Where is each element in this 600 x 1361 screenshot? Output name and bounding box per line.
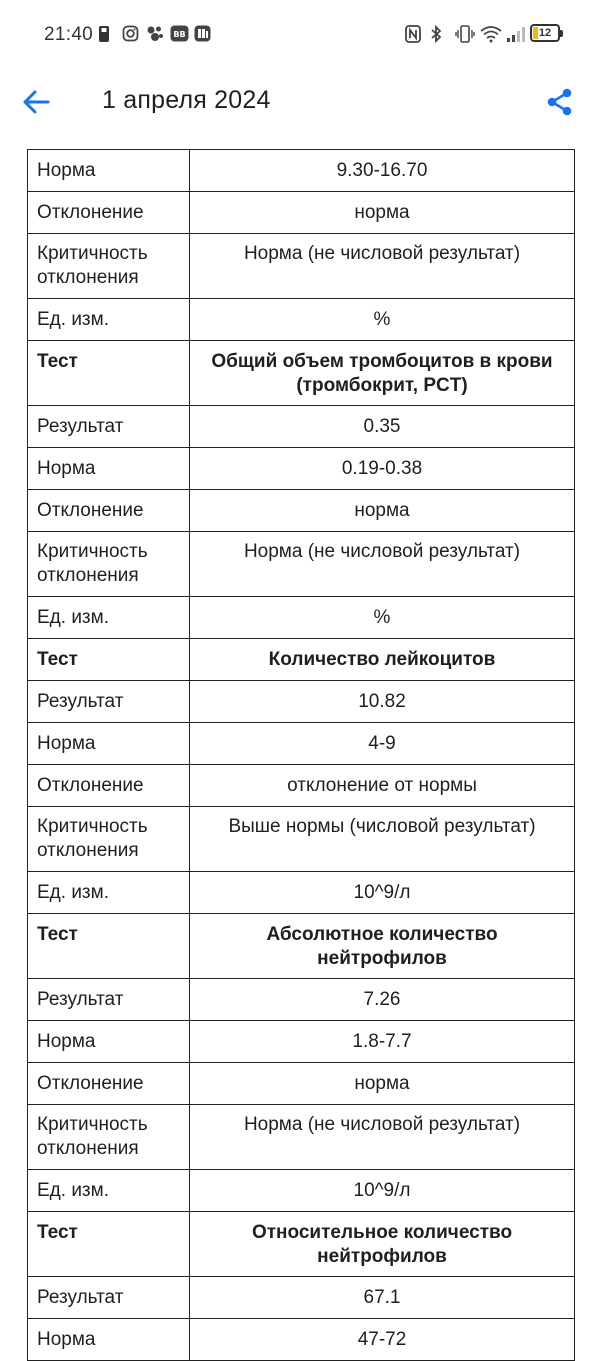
- app-icon: [146, 25, 163, 42]
- wifi-icon: [480, 25, 497, 42]
- results-table-container: [27, 149, 574, 1361]
- table-row: [28, 597, 575, 639]
- row-value: 1.8-7.7: [190, 1021, 575, 1063]
- wallet-icon: [194, 25, 211, 42]
- table-row: [28, 406, 575, 448]
- row-value: 4-9: [190, 723, 575, 765]
- results-table: [27, 149, 575, 1361]
- row-value: Норма (не числовой результат): [190, 532, 575, 597]
- signal-icon: [505, 25, 522, 42]
- table-row: [28, 1319, 575, 1361]
- row-label: Тест: [28, 341, 190, 406]
- row-label: Критичность отклонения: [28, 807, 190, 872]
- row-label: Ед. изм.: [28, 597, 190, 639]
- row-value: Общий объем тромбоцитов в крови (тромбокрит, PCT): [190, 341, 575, 406]
- row-label: Результат: [28, 1277, 190, 1319]
- status-time: 21:40: [44, 24, 94, 45]
- share-button[interactable]: [542, 84, 578, 120]
- row-value: 0.19-0.38: [190, 448, 575, 490]
- status-bar: [0, 0, 600, 72]
- row-label: Норма: [28, 1319, 190, 1361]
- row-label: Ед. изм.: [28, 299, 190, 341]
- row-value: норма: [190, 192, 575, 234]
- row-label: Отклонение: [28, 765, 190, 807]
- row-label: Тест: [28, 1212, 190, 1277]
- table-row: [28, 1105, 575, 1170]
- row-value: Выше нормы (числовой результат): [190, 807, 575, 872]
- table-row: [28, 1170, 575, 1212]
- row-label: Тест: [28, 639, 190, 681]
- table-row: [28, 723, 575, 765]
- row-label: Результат: [28, 406, 190, 448]
- bb-icon: [170, 25, 187, 42]
- row-label: Тест: [28, 914, 190, 979]
- test-header-row: [28, 341, 575, 406]
- row-value: отклонение от нормы: [190, 765, 575, 807]
- table-row: [28, 299, 575, 341]
- row-label: Отклонение: [28, 1063, 190, 1105]
- row-label: Норма: [28, 723, 190, 765]
- table-row: [28, 807, 575, 872]
- table-row: [28, 1021, 575, 1063]
- app-bar: [0, 72, 600, 132]
- row-value: Количество лейкоцитов: [190, 639, 575, 681]
- table-row: [28, 872, 575, 914]
- table-row: [28, 1063, 575, 1105]
- row-value: 47-72: [190, 1319, 575, 1361]
- row-label: Норма: [28, 448, 190, 490]
- share-icon: [545, 87, 575, 117]
- bluetooth-icon: [430, 25, 447, 42]
- row-value: 10.82: [190, 681, 575, 723]
- nfc-icon: [405, 25, 422, 42]
- row-label: Результат: [28, 681, 190, 723]
- row-value: 10^9/л: [190, 872, 575, 914]
- table-row: [28, 150, 575, 192]
- page-title: 1 апреля 2024: [102, 86, 271, 114]
- test-header-row: [28, 1212, 575, 1277]
- row-value: 9.30-16.70: [190, 150, 575, 192]
- table-row: [28, 490, 575, 532]
- table-row: [28, 765, 575, 807]
- arrow-back-icon: [21, 87, 51, 117]
- row-label: Отклонение: [28, 192, 190, 234]
- svg-text:BB: BB: [173, 30, 186, 39]
- back-button[interactable]: [18, 84, 54, 120]
- row-label: Критичность отклонения: [28, 1105, 190, 1170]
- table-row: [28, 979, 575, 1021]
- system-icons: [405, 24, 560, 42]
- battery-icon: [530, 24, 560, 42]
- row-label: Критичность отклонения: [28, 532, 190, 597]
- row-value: норма: [190, 490, 575, 532]
- row-label: Норма: [28, 150, 190, 192]
- row-value: Абсолютное количество нейтрофилов: [190, 914, 575, 979]
- test-header-row: [28, 639, 575, 681]
- row-value: 7.26: [190, 979, 575, 1021]
- row-label: Отклонение: [28, 490, 190, 532]
- row-value: Относительное количество нейтрофилов: [190, 1212, 575, 1277]
- instagram-icon: [122, 25, 139, 42]
- table-row: [28, 448, 575, 490]
- notification-icons: [98, 25, 211, 42]
- row-value: %: [190, 299, 575, 341]
- row-label: Норма: [28, 1021, 190, 1063]
- row-value: %: [190, 597, 575, 639]
- row-value: Норма (не числовой результат): [190, 234, 575, 299]
- vibrate-icon: [455, 25, 472, 42]
- table-row: [28, 532, 575, 597]
- row-label: Ед. изм.: [28, 1170, 190, 1212]
- row-value: 10^9/л: [190, 1170, 575, 1212]
- table-row: [28, 234, 575, 299]
- battery-level: 12: [538, 27, 552, 39]
- row-value: Норма (не числовой результат): [190, 1105, 575, 1170]
- results-table-body: [28, 150, 575, 1361]
- row-label: Ед. изм.: [28, 872, 190, 914]
- table-row: [28, 192, 575, 234]
- sim-icon: [98, 25, 115, 42]
- row-label: Результат: [28, 979, 190, 1021]
- row-value: норма: [190, 1063, 575, 1105]
- row-value: 67.1: [190, 1277, 575, 1319]
- table-row: [28, 1277, 575, 1319]
- row-value: 0.35: [190, 406, 575, 448]
- table-row: [28, 681, 575, 723]
- test-header-row: [28, 914, 575, 979]
- row-label: Критичность отклонения: [28, 234, 190, 299]
